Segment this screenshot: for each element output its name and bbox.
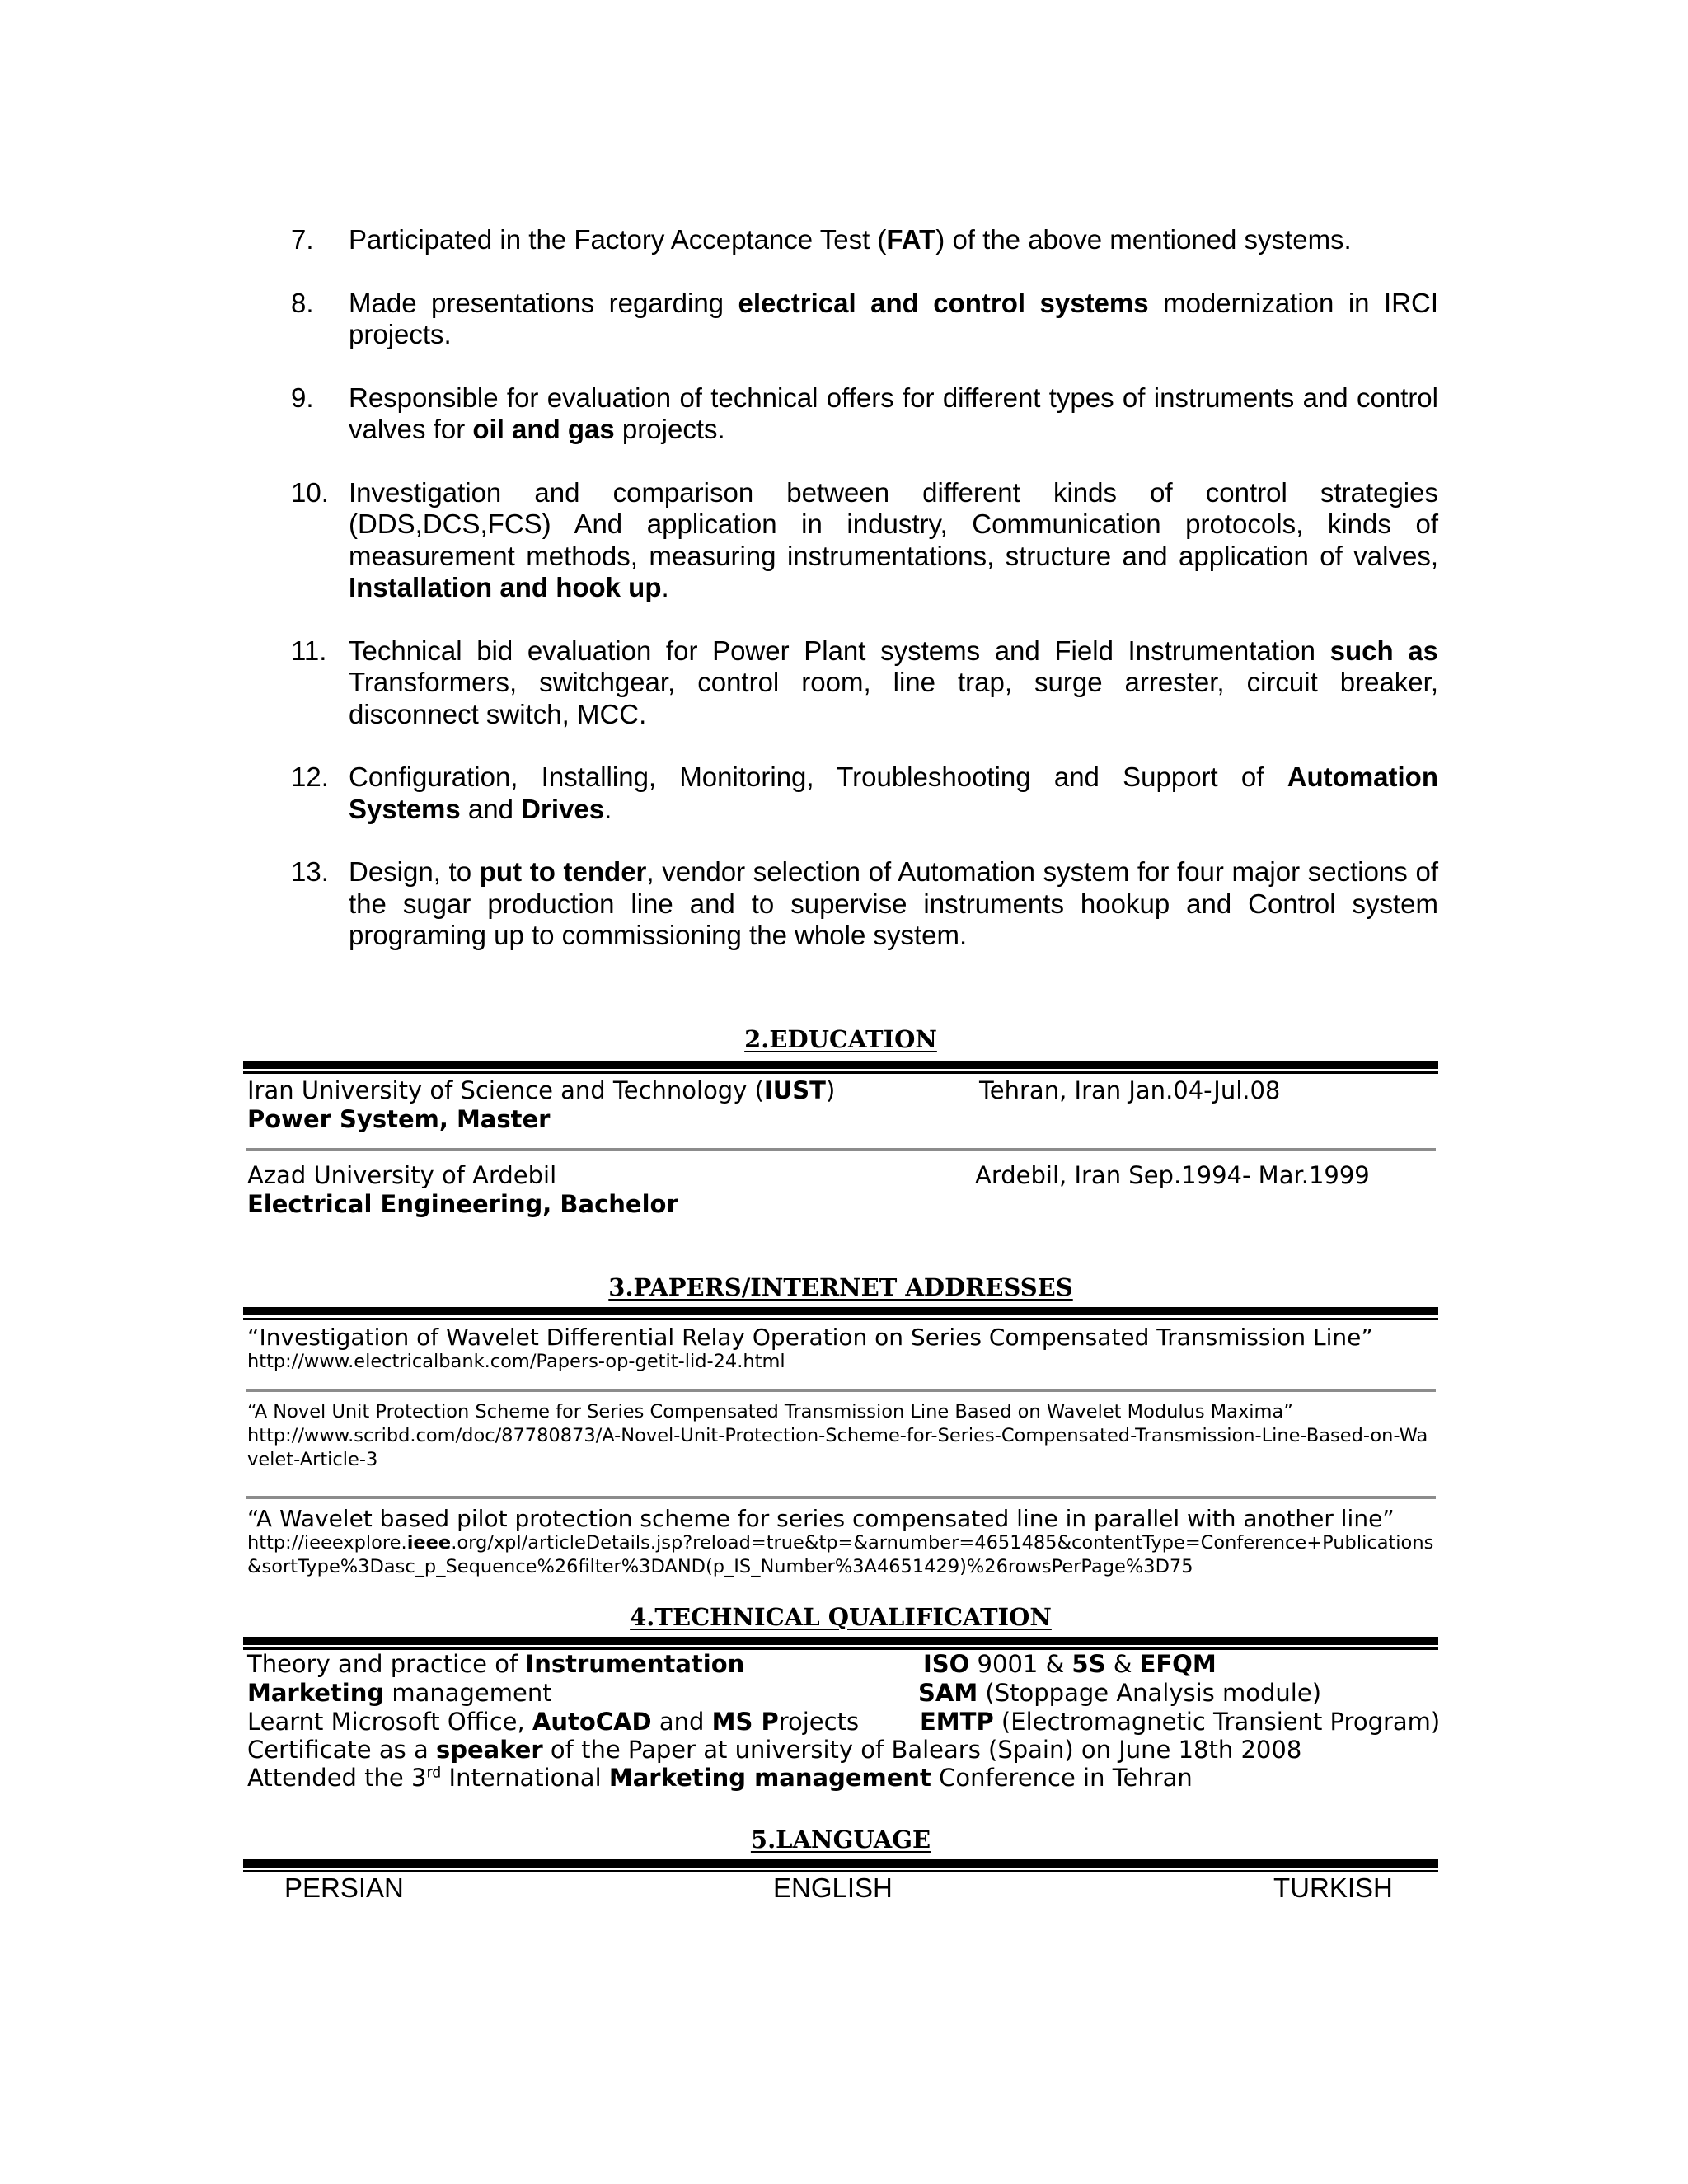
paper-title-1: “Investigation of Wavelet Differential Relay Operation on Series Compensated Transmission Line” — [247, 1324, 1373, 1351]
text-run: 9001 & — [969, 1650, 1072, 1678]
bold-text: EFQM — [1139, 1650, 1217, 1678]
paper-url-2[interactable]: http://www.scribd.com/doc/87780873/A-Novel-Unit-Protection-Scheme-for-Series-Compensated-Transmission-Line-Based-on-Wavelet-Article-3 — [247, 1425, 1428, 1470]
education-degree-1: Power System, Master — [247, 1105, 551, 1133]
item-text — [349, 762, 1438, 824]
experience-item — [291, 382, 1438, 446]
bold-text: put to tender — [479, 856, 647, 887]
bold-text: Automation Systems — [349, 762, 1438, 824]
item-text — [349, 224, 1352, 255]
text-run: of the Paper at university of Balears (Spain) on June 18th 2008 — [542, 1736, 1302, 1764]
text-run: Certificate as a — [247, 1736, 436, 1764]
text-run: projects. — [614, 414, 725, 444]
bold-text: electrical and control systems — [738, 287, 1149, 318]
text-run: Technical bid evaluation for Power Plant systems and Field Instrumentation — [349, 635, 1330, 666]
language-heading: 5.LANGUAGE — [750, 1825, 931, 1854]
experience-list — [291, 224, 1438, 983]
text-run: , vendor selection of Automation system for four major sections of the sugar production line and to supervise instruments hookup and Control system programing up to commissioning the whole system. — [349, 856, 1438, 950]
technical-left-row — [247, 1650, 744, 1679]
text-run: modernization in IRCI projects. — [349, 287, 1438, 349]
education-school-1: Iran University of Science and Technology (IUST) — [247, 1076, 836, 1104]
item-number: 9. — [291, 382, 314, 413]
experience-item — [291, 856, 1438, 952]
paper-title-2: “A Novel Unit Protection Scheme for Series Compensated Transmission Line Based on Wavelet Modulus Maxima” — [247, 1401, 1293, 1422]
bold-text: ISO — [923, 1650, 970, 1678]
item-number: 7. — [291, 224, 314, 255]
bold-text: Marketing — [247, 1679, 385, 1707]
language-persian: PERSIAN — [284, 1872, 404, 1903]
bold-text: Installation and hook up — [349, 572, 662, 602]
papers-rule-thick — [243, 1307, 1438, 1315]
text-run: Transformers, switchgear, control room, line trap, surge arrester, circuit breaker, disconnect switch, MCC. — [349, 667, 1438, 729]
language-english: ENGLISH — [773, 1872, 893, 1903]
text-run: Design, to — [349, 856, 480, 887]
bold-text: oil and gas — [472, 414, 615, 444]
technical-right-row — [923, 1650, 1217, 1679]
text-run: (Stoppage Analysis module) — [978, 1679, 1322, 1707]
item-number: 11. — [291, 635, 327, 666]
technical-heading: 4.TECHNICAL QUALIFICATION — [630, 1603, 1052, 1631]
text-run: management — [384, 1679, 552, 1707]
bold-text: EMTP — [920, 1708, 994, 1736]
education-school-2: Azad University of Ardebil — [247, 1161, 557, 1189]
education-place-dates-1: Tehran, Iran Jan.04-Jul.08 — [979, 1076, 1281, 1104]
text-run: and — [460, 793, 522, 824]
text-run: and — [651, 1708, 712, 1736]
bold-text: SAM — [918, 1679, 978, 1707]
text-run: . — [604, 793, 612, 824]
bold-text: Drives — [521, 793, 605, 824]
text-run: (Electromagnetic Transient Program) — [993, 1708, 1441, 1736]
language-turkish: TURKISH — [1273, 1872, 1393, 1903]
papers-divider-2 — [246, 1496, 1436, 1499]
technical-right-row — [920, 1708, 1440, 1736]
education-place-dates-2: Ardebil, Iran Sep.1994- Mar.1999 — [975, 1161, 1370, 1189]
item-text — [349, 856, 1438, 950]
education-degree-2: Electrical Engineering, Bachelor — [247, 1190, 678, 1218]
language-rule-thick — [243, 1859, 1438, 1868]
bold-text: such as — [1329, 635, 1438, 666]
technical-attended-line: Attended the 3rd International Marketing management Conference in Tehran — [247, 1764, 1193, 1792]
item-text — [349, 477, 1438, 603]
technical-left-row — [247, 1708, 859, 1736]
text-run: Theory and practice of — [247, 1650, 526, 1678]
text-run: Responsible for evaluation of technical offers for different types of instruments and control valves for — [349, 382, 1438, 444]
text-run: Configuration, Installing, Monitoring, Troubleshooting and Support of — [349, 762, 1287, 792]
item-text — [349, 382, 1438, 445]
education-heading: 2.EDUCATION — [744, 1025, 937, 1053]
item-number: 8. — [291, 287, 314, 318]
papers-heading: 3.PAPERS/INTERNET ADDRESSES — [608, 1273, 1073, 1301]
item-text — [349, 635, 1438, 729]
education-divider — [246, 1148, 1436, 1151]
technical-right-row — [918, 1679, 1321, 1708]
bold-text: 5S — [1071, 1650, 1106, 1678]
experience-item — [291, 762, 1438, 825]
technical-left-row — [247, 1679, 552, 1708]
experience-item — [291, 635, 1438, 731]
item-text — [349, 288, 1438, 350]
papers-divider-1 — [246, 1389, 1436, 1392]
paper-url-3[interactable]: http://ieeexplore.ieee.org/xpl/articleDetails.jsp?reload=true&tp=&arnumber=4651485&contentType=Conference+Publications&sortType%3Dasc_p_Sequence%26filter%3DAND(p_IS_Number%3A4651429)%26rowsPerPage%3D75 — [247, 1532, 1434, 1577]
bold-text: speaker — [435, 1736, 543, 1764]
technical-rule-thick — [243, 1637, 1438, 1645]
bold-text: Instrumentation — [525, 1650, 745, 1678]
text-run: Investigation and comparison between different kinds of control strategies (DDS,DCS,FCS) And application in industry, Communication protocols, kinds of measurement methods, measuring instrumentations, structure and application of valves, — [349, 476, 1438, 571]
text-run: . — [661, 572, 669, 602]
papers-rule-thin — [243, 1318, 1438, 1320]
text-run: Participated in the Factory Acceptance Test ( — [349, 224, 887, 255]
education-rule-thick — [243, 1061, 1438, 1069]
experience-item — [291, 224, 1438, 256]
text-run: rojects — [778, 1708, 860, 1736]
text-run: ) of the above mentioned systems. — [935, 224, 1352, 255]
paper-title-3: “A Wavelet based pilot protection scheme for series compensated line in parallel with another line” — [247, 1505, 1395, 1532]
item-number: 12. — [291, 762, 329, 792]
experience-item — [291, 477, 1438, 604]
item-number: 13. — [291, 856, 329, 887]
paper-url-1[interactable]: http://www.electricalbank.com/Papers-op-getit-lid-24.html — [247, 1351, 785, 1372]
experience-item — [291, 288, 1438, 351]
text-run: & — [1105, 1650, 1140, 1678]
bold-text: MS P — [711, 1708, 779, 1736]
item-number: 10. — [291, 476, 329, 508]
bold-text: AutoCAD — [532, 1708, 652, 1736]
technical-full-row — [247, 1736, 1301, 1765]
text-run: Made presentations regarding — [349, 287, 738, 318]
text-run: Learnt Microsoft Office, — [247, 1708, 532, 1736]
bold-text: FAT — [886, 224, 936, 255]
education-rule-thin — [243, 1071, 1438, 1074]
